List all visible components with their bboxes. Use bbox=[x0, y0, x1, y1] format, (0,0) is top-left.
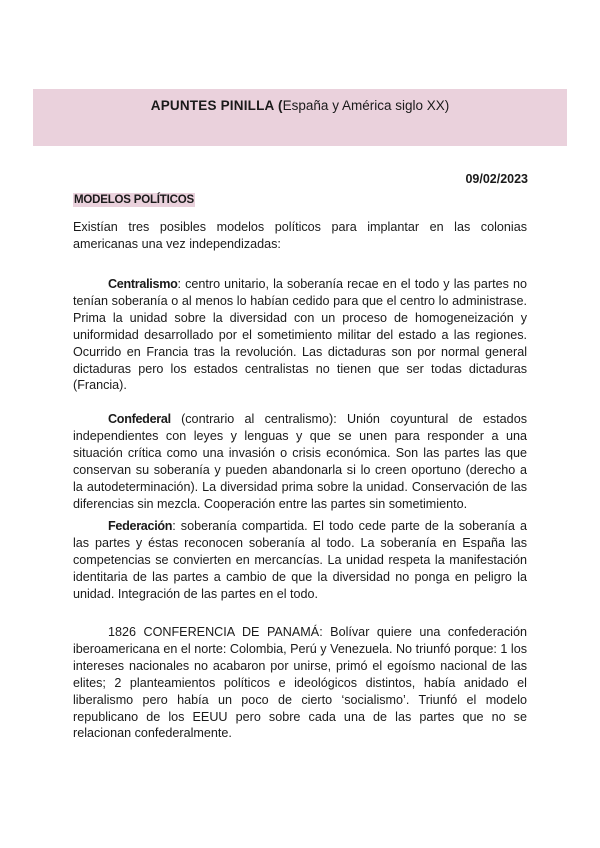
term-centralismo: Centralismo bbox=[108, 277, 178, 291]
section-title: MODELOS POLÍTICOS bbox=[74, 194, 194, 206]
paragraph-confederal bbox=[73, 411, 527, 512]
text-confederal: (contrario al centralismo): Unión coyuntural de estados independientes con leyes y lenguas y que se unen para responder a una situación crítica como una invasión o crisis económica. Son las partes las que conservan su soberanía y pueden abandonarla si lo creen oportuno (derecho a la autodeterminación). La diversidad prima sobre la unidad. Conservación de las diferencias sin mezcla. Cooperación entre las partes sin sometimiento. bbox=[73, 412, 527, 511]
paragraph-panama: 1826 CONFERENCIA DE PANAMÁ: Bolívar quiere una confederación iberoamericana en el norte: Colombia, Perú y Venezuela. No triunfó porque: 1 los intereses nacionales no acabaron por unirse, primó el egoísmo nacional de las elites; 2 planteamientos políticos e ideológicos distintos, había anidado el liberalismo pero había un poco de cierto ‘socialismo’. Triunfó el modelo republicano de los EEUU pero sobre cada una de las partes que no se relacionan confederalmente. bbox=[73, 625, 527, 741]
intro-paragraph: Existían tres posibles modelos políticos para implantar en las colonias americanas una vez independizadas: bbox=[73, 220, 527, 251]
header-band bbox=[33, 89, 567, 146]
text-federacion: : soberanía compartida. El todo cede parte de la soberanía a las partes y éstas reconocen soberanía al todo. La soberanía en España las competencias se convierten en mercancías. La unidad respeta la manifestación identitaria de las partes a cambio de que la diversidad no ponga en peligro la unidad. Integración de las partes en el todo. bbox=[73, 519, 527, 601]
paragraph-centralismo bbox=[73, 276, 527, 394]
document-date: 09/02/2023 bbox=[465, 172, 528, 186]
text-centralismo: : centro unitario, la soberanía recae en el todo y las partes no tenían soberanía o al menos lo habían cedido para que el centro lo administrase. Prima la unidad sobre la diversidad con un proceso de homogeneización y uniformidad desarrollado por el sometimiento militar del estado a las regiones. Ocurrido en Francia tras la revolución. Las dictaduras son por normal general dictaduras pero los estados centralistas no tienen que ser todas dictaduras (Francia). bbox=[73, 277, 527, 393]
paragraph-federacion bbox=[73, 518, 527, 603]
title-subtitle: España y América siglo XX) bbox=[282, 98, 450, 113]
term-confederal: Confederal bbox=[108, 412, 171, 426]
term-federacion: Federación bbox=[108, 519, 173, 533]
document-title bbox=[33, 98, 567, 113]
title-bold: APUNTES PINILLA ( bbox=[150, 98, 283, 113]
